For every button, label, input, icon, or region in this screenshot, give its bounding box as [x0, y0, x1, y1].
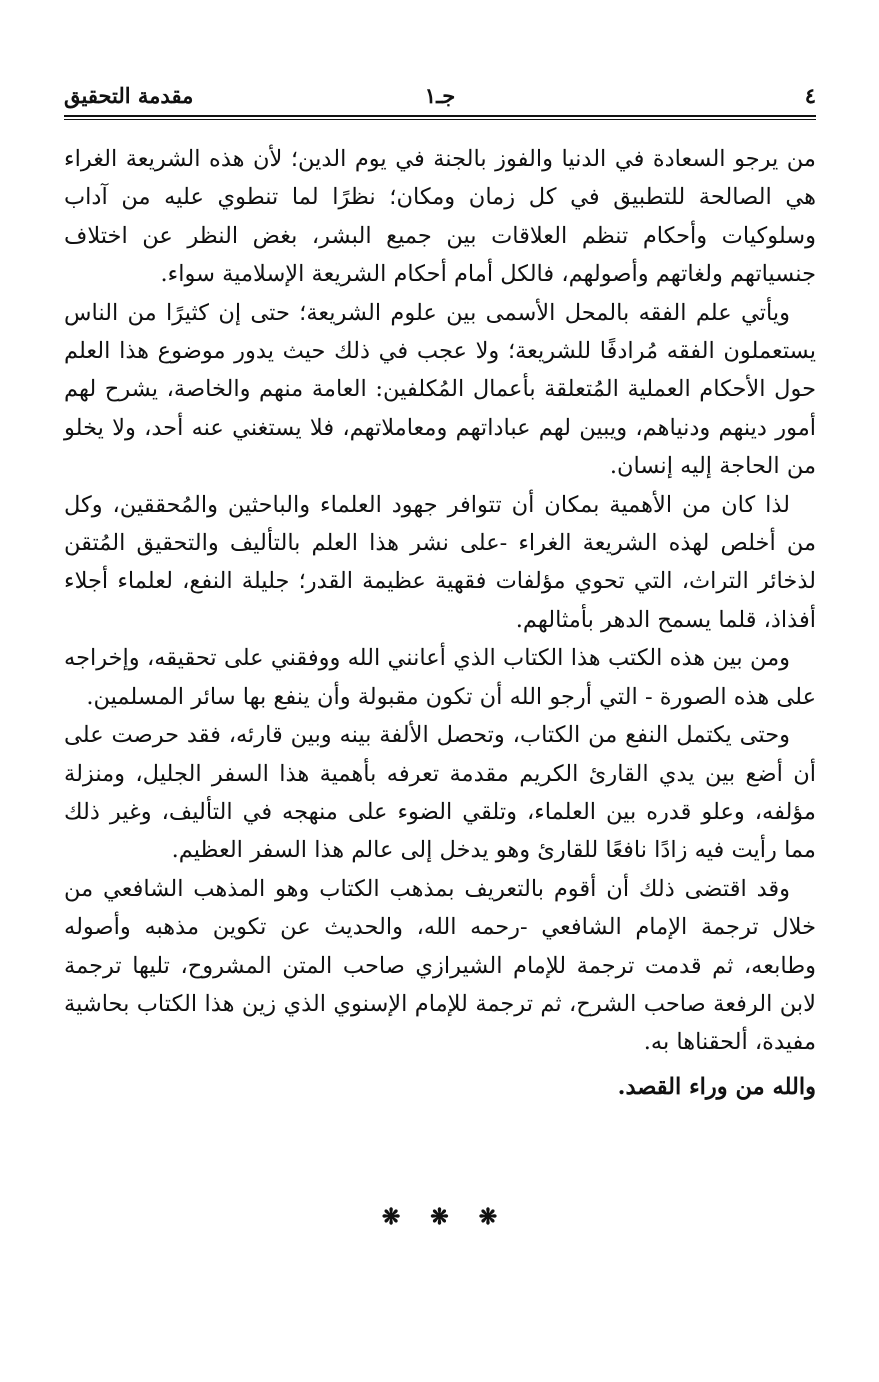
separator-star: ❋	[430, 1204, 449, 1230]
section-separator	[0, 1204, 879, 1230]
section-title: مقدمة التحقيق	[64, 82, 194, 108]
page-header	[64, 78, 816, 112]
paragraph-5: وحتى يكتمل النفع من الكتاب، وتحصل الألفة بينه وبين قارئه، فقد حرصت على أن أضع بين يدي القارئ الكريم مقدمة تعرفه بأهمية هذا السفر الجليل، ومنزلة مؤلفه، وعلو قدره بين العلماء، وتلقي الضوء على منهجه في التأليف، وغير ذلك مما رأيت فيه زادًا نافعًا للقارئ وهو يدخل إلى عالم هذا السفر العظيم.	[64, 722, 816, 864]
paragraph-6: وقد اقتضى ذلك أن أقوم بالتعريف بمذهب الكتاب وهو المذهب الشافعي من خلال ترجمة الإمام الشافعي -رحمه الله، والحديث عن تكوين مذهبه وأصوله وطابعه، ثم قدمت ترجمة للإمام الشيرازي صاحب المتن المشروح، تليها ترجمة لابن الرفعة صاحب الشرح، ثم ترجمة للإمام الإسنوي الذي زين هذا الكتاب بحاشية مفيدة، ألحقناها به.	[64, 875, 816, 1056]
paragraph-4: ومن بين هذه الكتب هذا الكتاب الذي أعانني الله ووفقني على تحقيقه، وإخراجه على هذه الصورة - التي أرجو الله أن تكون مقبولة وأن ينفع بها سائر المسلمين.	[64, 645, 816, 710]
page-number: ٤	[804, 82, 816, 108]
closing-line: والله من وراء القصد.	[617, 1073, 816, 1100]
body-text	[64, 140, 816, 1106]
separator-star: ❋	[381, 1204, 401, 1230]
header-rule-thick	[64, 115, 816, 117]
paragraph-2: ويأتي علم الفقه بالمحل الأسمى بين علوم الشريعة؛ حتى إن كثيرًا من الناس يستعملون الفقه مُرادفًا للشريعة؛ ولا عجب في ذلك حيث يدور موضوع هذا العلم حول الأحكام العملية المُتعلقة بأعمال المُكلفين: العامة منهم والخاصة، يشرح لهم أمور دينهم ودنياهم، ويبين لهم عباداتهم ومعاملاتهم، فلا يستغني عنه أحد، ولا يخلو من الحاجة إليه إنسان.	[64, 299, 816, 480]
paragraph-1: من يرجو السعادة في الدنيا والفوز بالجنة في يوم الدين؛ لأن هذه الشريعة الغراء هي الصالحة للتطبيق في كل زمان ومكان؛ نظرًا لما تنطوي عليه من آداب وسلوكيات وأحكام تنظم العلاقات بين جميع البشر، بغض النظر عن اختلاف جنسياتهم ولغاتهم وأصولهم، فالكل أمام أحكام الشريعة الإسلامية سواء.	[64, 146, 816, 288]
separator-star: ❋	[478, 1204, 498, 1230]
volume-label: جـ١	[424, 82, 456, 108]
header-rule-thin	[64, 119, 816, 120]
paragraph-3: لذا كان من الأهمية بمكان أن تتوافر جهود العلماء والباحثين والمُحققين، وكل من أخلص لهذه الشريعة الغراء -على نشر هذا العلم بالتأليف والتحقيق المُتقن لذخائر التراث، التي تحوي مؤلفات فقهية عظيمة القدر؛ جليلة النفع، لعلماء أجلاء أفذاذ، قلما يسمح الدهر بأمثالهم.	[64, 491, 816, 633]
